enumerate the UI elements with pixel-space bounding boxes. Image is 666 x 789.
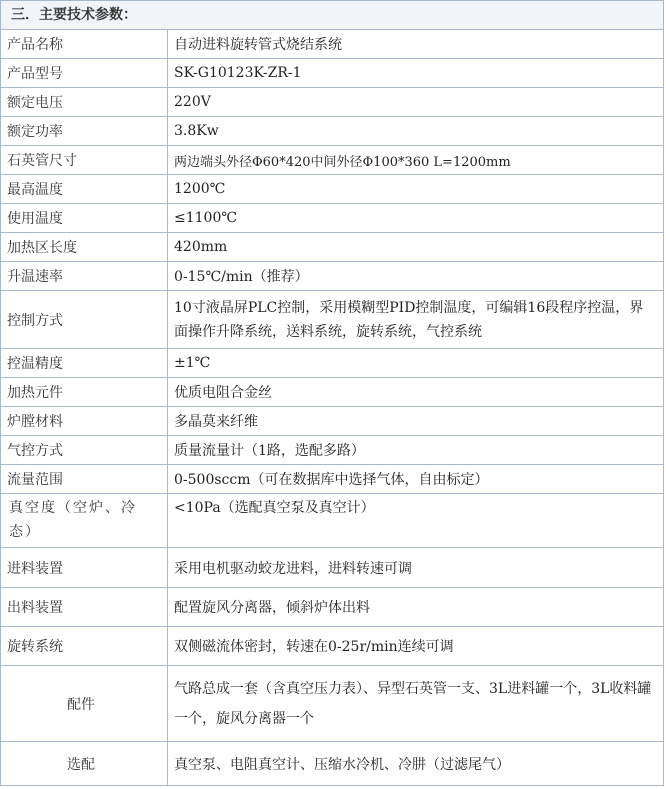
- row-value: 质量流量计（1路，选配多路）: [168, 436, 664, 465]
- table-row: [1, 407, 664, 436]
- row-key: 加热区长度: [1, 233, 168, 262]
- row-key: 升温速率: [1, 262, 168, 291]
- table-row: [1, 666, 664, 742]
- row-value: 双侧磁流体密封，转速在0-25r/min连续可调: [168, 627, 664, 666]
- row-key: 流量范围: [1, 465, 168, 494]
- table-row: [1, 627, 664, 666]
- row-key: 最高温度: [1, 175, 168, 204]
- row-value: 气路总成一套（含真空压力表）、异型石英管一支、3L进料罐一个，3L收料罐一个，旋风分离器一个: [168, 666, 664, 742]
- row-value: 0-500sccm（可在数据库中选择气体，自由标定）: [168, 465, 664, 494]
- table-row: [1, 494, 664, 548]
- row-value: 多晶莫来纤维: [168, 407, 664, 436]
- table-row: [1, 349, 664, 378]
- row-value: <10Pa（选配真空泵及真空计）: [168, 494, 664, 548]
- row-key: 控制方式: [1, 291, 168, 349]
- table-row: [1, 548, 664, 588]
- row-key: 加热元件: [1, 378, 168, 407]
- table-row: [1, 59, 664, 88]
- row-value: 真空泵、电阻真空计、压缩水冷机、冷肼（过滤尾气）: [168, 742, 664, 786]
- spec-table: [0, 29, 664, 786]
- row-value: 自动进料旋转管式烧结系统: [168, 30, 664, 59]
- table-row: [1, 465, 664, 494]
- table-row: [1, 204, 664, 233]
- row-key: 气控方式: [1, 436, 168, 465]
- row-value: 1200℃: [168, 175, 664, 204]
- row-value: 10寸液晶屏PLC控制，采用模糊型PID控制温度，可编辑16段程序控温，界面操作升降系统，送料系统，旋转系统，气控系统: [168, 291, 664, 349]
- row-value: 220V: [168, 88, 664, 117]
- row-key: 控温精度: [1, 349, 168, 378]
- section-title: 三．主要技术参数：: [0, 0, 664, 30]
- row-key: 炉膛材料: [1, 407, 168, 436]
- row-key: 产品型号: [1, 59, 168, 88]
- row-key: 出料装置: [1, 588, 168, 627]
- table-row: [1, 175, 664, 204]
- row-key: 额定功率: [1, 117, 168, 146]
- row-value: 3.8Kw: [168, 117, 664, 146]
- row-key: 选配: [1, 742, 168, 786]
- table-row: [1, 378, 664, 407]
- row-key: 配件: [1, 666, 168, 742]
- row-value: 两边端头外径Φ60*420中间外径Φ100*360 L=1200mm: [168, 146, 664, 175]
- row-value: 0-15℃/min（推荐）: [168, 262, 664, 291]
- row-key: 产品名称: [1, 30, 168, 59]
- table-row: [1, 588, 664, 627]
- row-value: 420mm: [168, 233, 664, 262]
- table-row: [1, 291, 664, 349]
- row-key: 石英管尺寸: [1, 146, 168, 175]
- row-key: 旋转系统: [1, 627, 168, 666]
- row-value: ≤1100℃: [168, 204, 664, 233]
- table-row: [1, 117, 664, 146]
- table-row: [1, 262, 664, 291]
- row-key: 额定电压: [1, 88, 168, 117]
- row-key: 进料装置: [1, 548, 168, 588]
- row-value: 配置旋风分离器，倾斜炉体出料: [168, 588, 664, 627]
- table-row: [1, 742, 664, 786]
- row-value: ±1℃: [168, 349, 664, 378]
- row-key: 真空度（空炉、冷态）: [1, 494, 168, 548]
- row-key: 使用温度: [1, 204, 168, 233]
- row-value: 采用电机驱动蛟龙进料，进料转速可调: [168, 548, 664, 588]
- table-row: [1, 436, 664, 465]
- table-row: [1, 233, 664, 262]
- table-row: [1, 30, 664, 59]
- row-value: SK-G10123K-ZR-1: [168, 59, 664, 88]
- table-row: [1, 88, 664, 117]
- table-row: [1, 146, 664, 175]
- row-value: 优质电阻合金丝: [168, 378, 664, 407]
